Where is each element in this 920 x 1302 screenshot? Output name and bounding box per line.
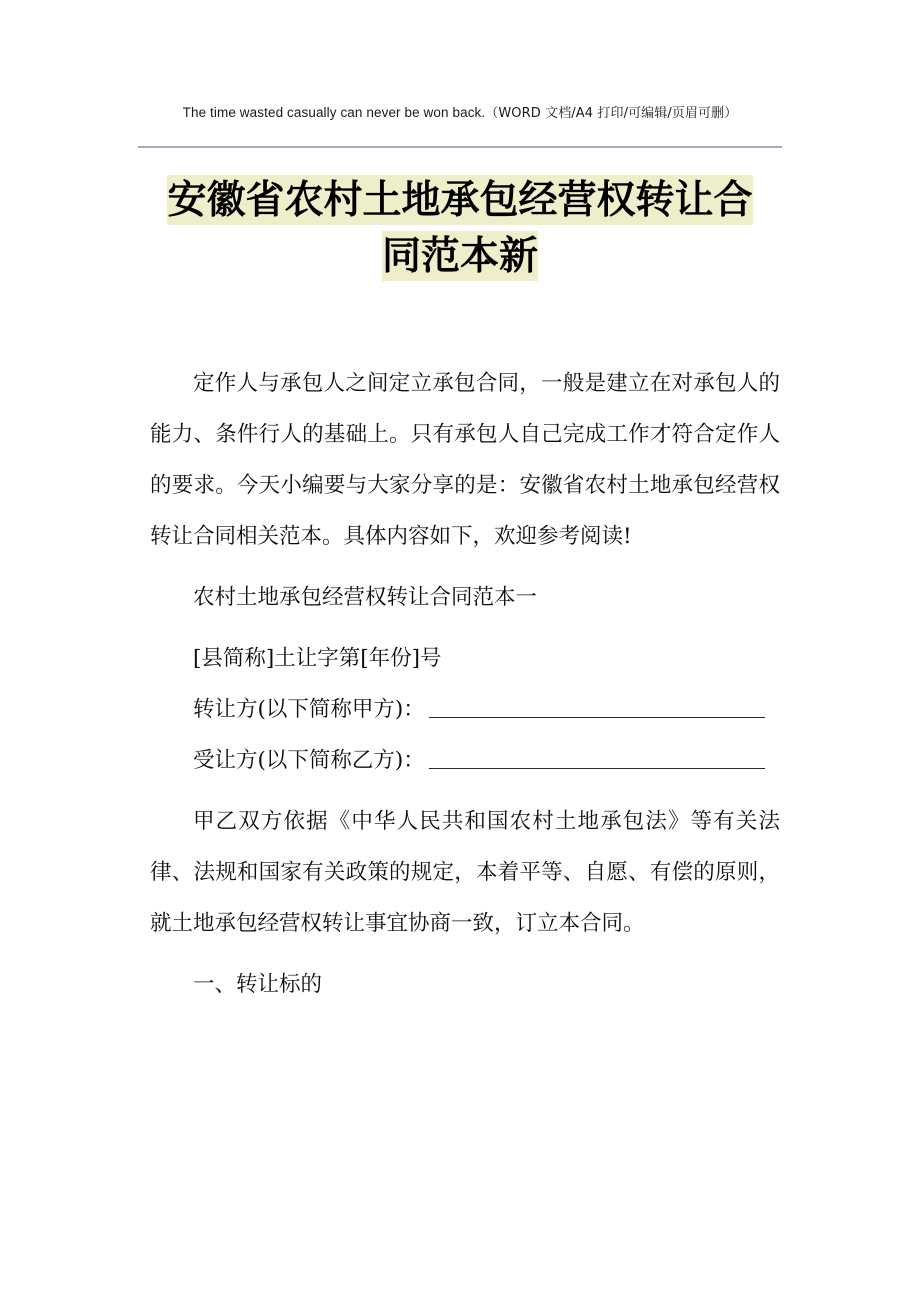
page-title bbox=[150, 172, 770, 284]
body-paragraph-sample-heading: 农村土地承包经营权转让合同范本一 bbox=[193, 585, 538, 610]
transferee-blank-field[interactable] bbox=[429, 748, 765, 769]
title-line-1 bbox=[150, 172, 770, 228]
transferee-row bbox=[150, 735, 780, 786]
section-heading-1: 一、转让标的 bbox=[193, 972, 323, 997]
transferor-label: 转让方(以下简称甲方)： bbox=[193, 697, 425, 722]
page-header bbox=[90, 104, 830, 123]
transferor-blank-field[interactable] bbox=[429, 697, 765, 718]
title-line-1-text: 安徽省农村土地承包经营权转让合 bbox=[167, 177, 753, 223]
transferee-label: 受让方(以下简称乙方)： bbox=[193, 748, 425, 773]
header-english-text: The time wasted casually can never be won back. bbox=[182, 105, 486, 120]
title-line-2 bbox=[150, 228, 770, 284]
document-body bbox=[150, 358, 780, 1010]
title-line-2-text: 同范本新 bbox=[381, 233, 538, 279]
header-chinese-note: （WORD 文档/A4 打印/可编辑/页眉可删） bbox=[485, 106, 738, 121]
header-text-line bbox=[90, 104, 830, 123]
body-paragraph-legal-basis: 甲乙双方依据《中华人民共和国农村土地承包法》等有关法律、法规和国家有关政策的规定，本着平等、自愿、有偿的原则，就土地承包经营权转让事宜协商一致，订立本合同。 bbox=[150, 809, 780, 936]
transferor-row bbox=[150, 684, 780, 735]
header-divider-rule bbox=[138, 146, 782, 148]
body-paragraph-intro: 定作人与承包人之间定立承包合同，一般是建立在对承包人的能力、条件行人的基础上。只有承包人自己完成工作才符合定作人的要求。今天小编要与大家分享的是：安徽省农村土地承包经营权转让合同相关范本。具体内容如下，欢迎参考阅读! bbox=[150, 371, 780, 549]
body-paragraph-contract-number: [县简称]土让字第[年份]号 bbox=[193, 646, 442, 671]
